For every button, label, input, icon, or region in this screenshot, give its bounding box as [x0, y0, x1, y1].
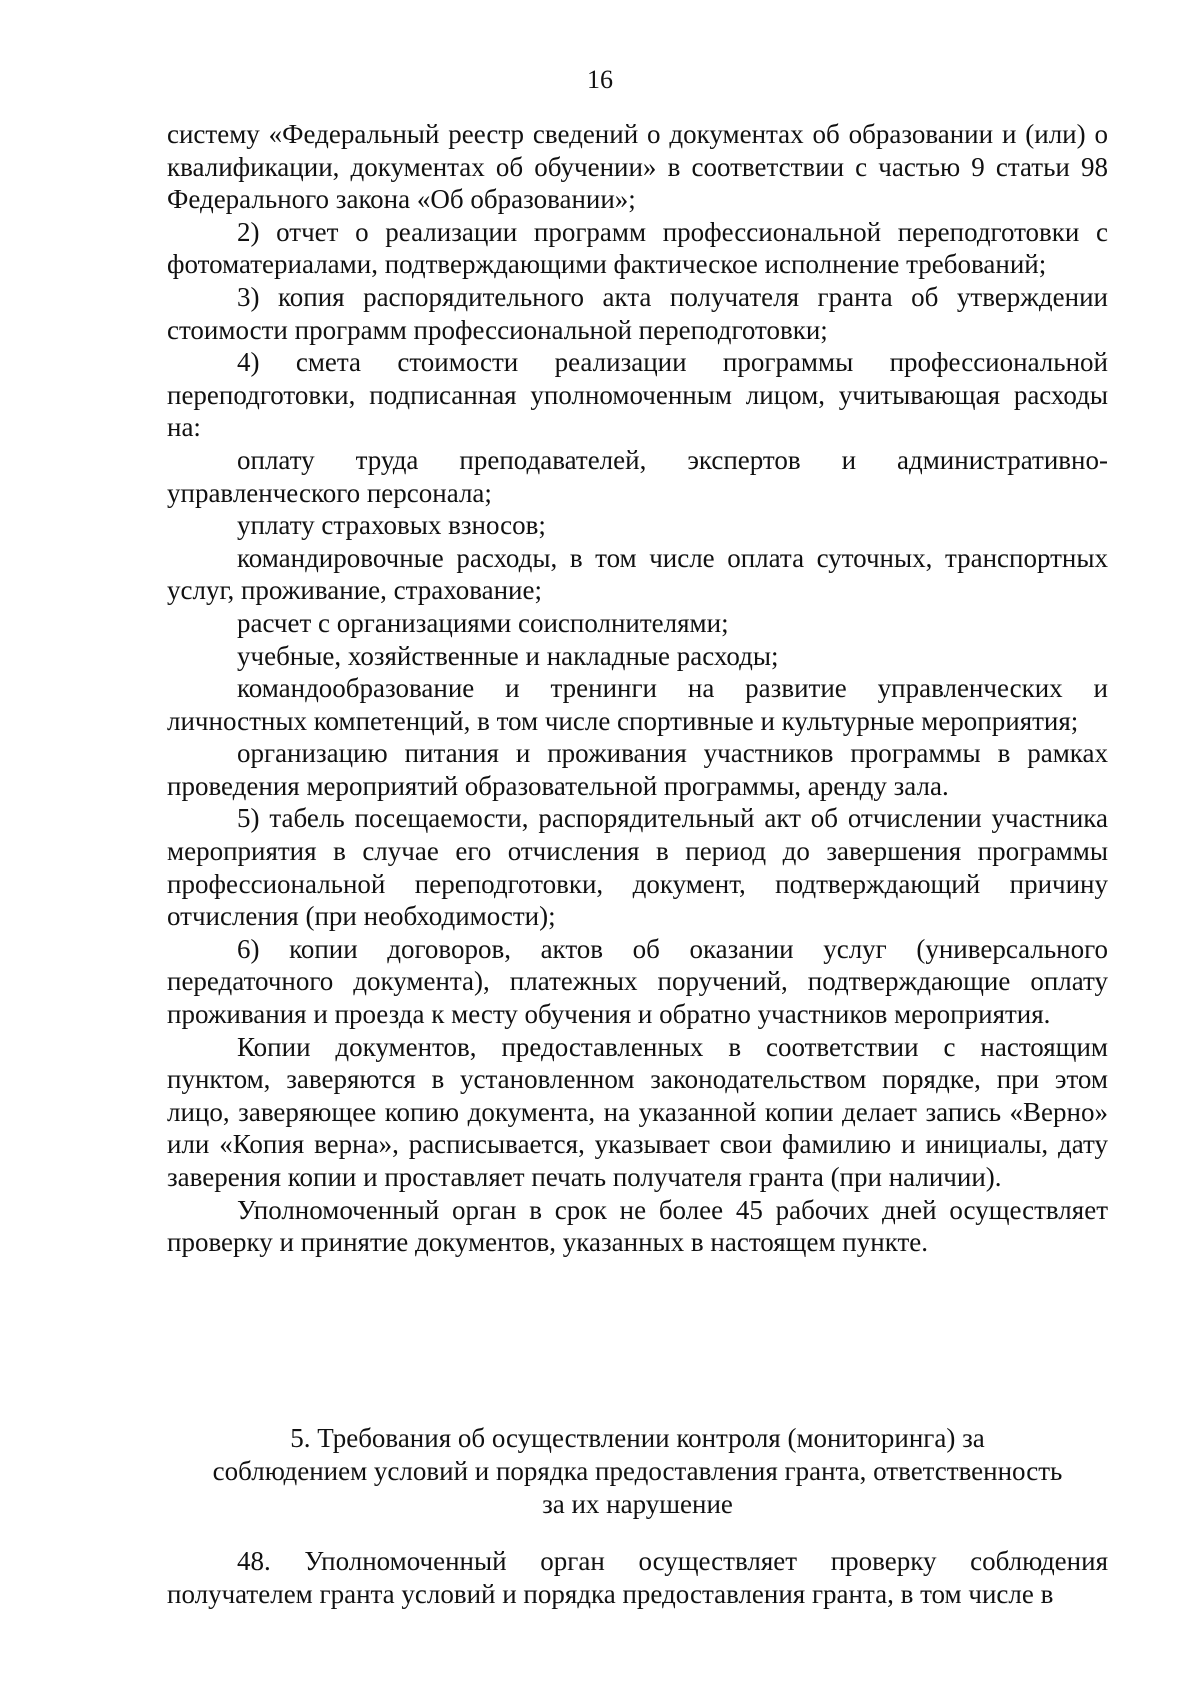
- paragraph: командировочные расходы, в том числе оплата суточных, транспортных услуг, проживание, страхование;: [167, 542, 1108, 606]
- paragraph: организацию питания и проживания участников программы в рамках проведения мероприятий образовательной программы, аренду зала.: [167, 738, 1108, 801]
- paragraph: 6) копии договоров, актов об оказании услуг (универсального передаточного документа), платежных поручений, подтверждающие оплату проживания и проезда к месту обучения и обратно участников мероприятия.: [167, 933, 1108, 1030]
- paragraph: командообразование и тренинги на развитие управленческих и личностных компетенций, в том числе спортивные и культурные мероприятия;: [167, 673, 1108, 736]
- section-heading: [167, 1422, 1108, 1521]
- section-body: [167, 1545, 1108, 1611]
- page-number: 16: [587, 65, 613, 94]
- paragraph: 48. Уполномоченный орган осуществляет проверку соблюдения получателем гранта условий и порядка предоставления гранта, в том числе в: [167, 1546, 1108, 1609]
- paragraph: оплату труда преподавателей, экспертов и административно-управленческого персонала;: [167, 444, 1108, 508]
- paragraph: Копии документов, предоставленных в соответствии с настоящим пунктом, заверяются в установленном законодательством порядке, при этом лицо, заверяющее копию документа, на указанной копии делает запись «Верно» или «Копия верна», расписывается, указывает свои фамилию и инициалы, дату заверения копии и проставляет печать получателя гранта (при наличии).: [167, 1031, 1108, 1192]
- section-heading-line: за их нарушение: [542, 1489, 733, 1519]
- paragraph: 4) смета стоимости реализации программы профессиональной переподготовки, подписанная уполномоченным лицом, учитывающая расходы на:: [167, 347, 1108, 443]
- paragraph: 3) копия распорядительного акта получателя гранта об утверждении стоимости программ профессиональной переподготовки;: [167, 281, 1108, 345]
- document-body: [167, 118, 1108, 1259]
- paragraph: расчет с организациями соисполнителями;: [237, 607, 729, 638]
- paragraph: уплату страховых взносов;: [237, 510, 546, 541]
- paragraph: 2) отчет о реализации программ профессиональной переподготовки с фотоматериалами, подтверждающими фактическое исполнение требований;: [167, 216, 1108, 280]
- paragraph: 5) табель посещаемости, распорядительный акт об отчислении участника мероприятия в случае его отчисления в период до завершения программы профессиональной переподготовки, документ, подтверждающий причину отчисления (при необходимости);: [167, 803, 1108, 932]
- paragraph: систему «Федеральный реестр сведений о документах об образовании и (или) о квалификации, документах об обучении» в соответствии с частью 9 статьи 98 Федерального закона «Об образовании»;: [167, 119, 1108, 215]
- paragraph: Уполномоченный орган в срок не более 45 рабочих дней осуществляет проверку и принятие документов, указанных в настоящем пункте.: [167, 1194, 1108, 1258]
- section-heading-line: соблюдением условий и порядка предоставления гранта, ответственность: [212, 1456, 1063, 1486]
- paragraph: учебные, хозяйственные и накладные расходы;: [237, 640, 779, 671]
- section-heading-line: 5. Требования об осуществлении контроля (мониторинга) за: [290, 1423, 985, 1453]
